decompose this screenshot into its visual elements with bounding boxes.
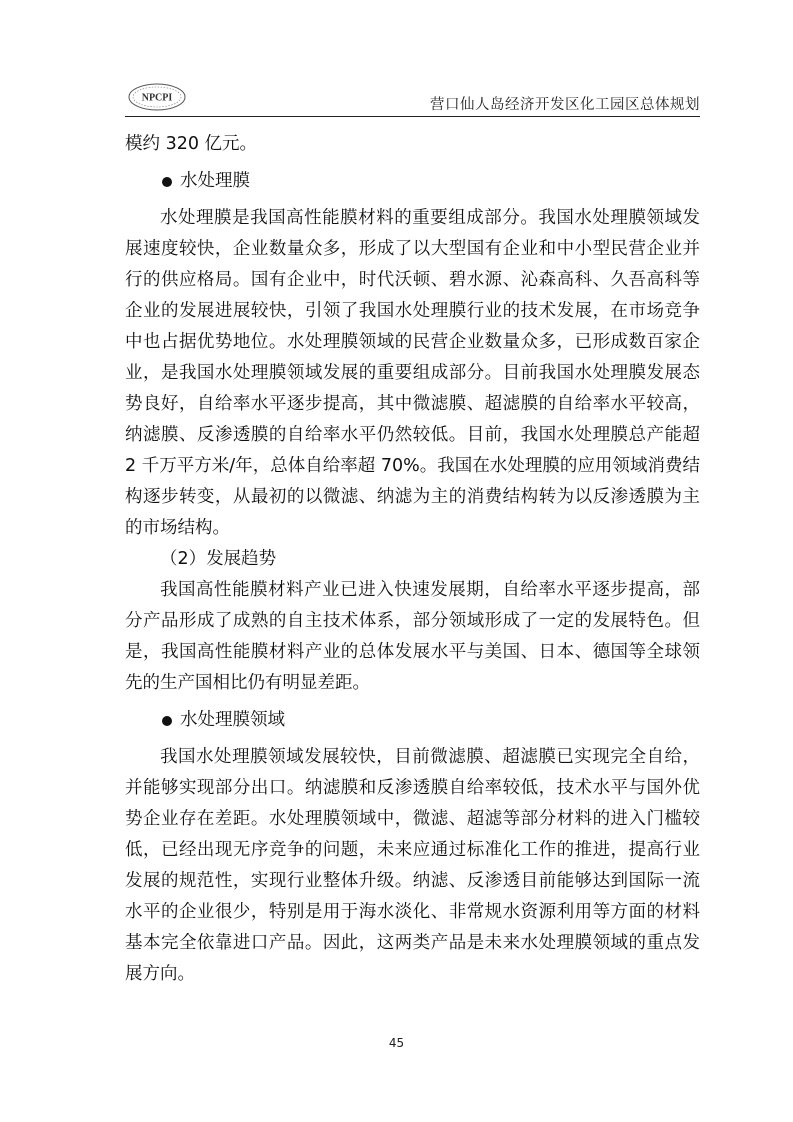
paragraph-development-trend: 我国高性能膜材料产业已进入快速发展期，自给率水平逐步提高，部分产品形成了成熟的自主技术体系，部分领域形成了一定的发展特色。但是，我国高性能膜材料产业的总体发展水平与美国、日本、德国等全球领先的生产国相比仍有明显差距。 [125,580,700,693]
bullet-water-membrane-field [162,705,700,736]
paragraph-continuation: 模约 320 亿元。 [125,134,258,154]
document-body [125,129,700,990]
bullet-dot-icon [162,716,172,726]
header-divider [125,116,700,117]
bullet-dot-icon [162,177,172,187]
bullet-label: 水处理膜 [180,171,250,191]
bullet-label: 水处理膜领域 [180,710,285,730]
paragraph-water-membrane-status: 水处理膜是我国高性能膜材料的重要组成部分。我国水处理膜领域发展速度较快，企业数量众多，形成了以大型国有企业和中小型民营企业并行的供应格局。国有企业中，时代沃顿、碧水源、沁森高科、久吾高科等企业的发展进展较快，引领了我国水处理膜行业的技术发展，在市场竞争中也占据优势地位。水处理膜领域的民营企业数量众多，已形成数百家企业，是我国水处理膜领域发展的重要组成部分。目前我国水处理膜发展态势良好，自给率水平逐步提高，其中微滤膜、超滤膜的自给率水平较高，纳滤膜、反渗透膜的自给率水平仍然较低。目前，我国水处理膜总产能超 2 千万平方米/年，总体自给率超 70%。我国在水处理膜的应用领域消费结构逐步转变，从最初的以微滤、纳滤为主的消费结构转为以反渗透膜为主的市场结构。 [125,208,700,538]
header-title: 营口仙人岛经济开发区化工园区总体规划 [430,97,700,113]
npcpi-logo [127,82,187,112]
section-subheading: （2）发展趋势 [160,549,277,569]
page-number: 45 [388,1036,405,1050]
bullet-water-treatment-membrane [162,166,700,197]
paragraph-water-membrane-field: 我国水处理膜领域发展较快，目前微滤膜、超滤膜已实现完全自给，并能够实现部分出口。纳滤膜和反渗透膜自给率较低，技术水平与国外优势企业存在差距。水处理膜领域中，微滤、超滤等部分材料的进入门槛较低，已经出现无序竞争的问题，未来应通过标准化工作的推进，提高行业发展的规范性，实现行业整体升级。纳滤、反渗透目前能够达到国际一流水平的企业很少，特别是用于海水淡化、非常规水资源利用等方面的材料基本完全依靠进口产品。因此，这两类产品是未来水处理膜领域的重点发展方向。 [125,747,700,984]
logo-text: NPCPI [141,92,173,104]
page-header [125,84,700,114]
